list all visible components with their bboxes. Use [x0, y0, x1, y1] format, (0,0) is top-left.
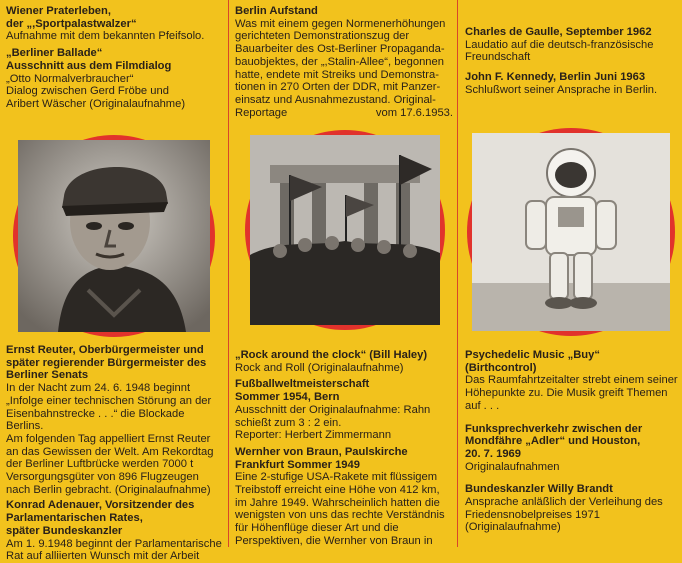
prater-title-2: der „,Sportpalastwalzer“	[6, 17, 137, 30]
rock-title: „Rock around the clock“ (Bill Haley)	[235, 349, 428, 361]
braun-line-1: Eine 2-stufige USA-Rakete mit flüssigem	[235, 471, 438, 484]
psychedelic-block	[465, 349, 678, 534]
degaulle-block	[465, 26, 678, 97]
reuter-line-5: an das Gewissen der Welt. Am Rekordtag	[6, 445, 214, 458]
psychedelic-title-1: Psychedelic Music „Buy“	[465, 349, 600, 361]
column-1	[0, 0, 228, 563]
adenauer-title-2: Parlamentarischen Rates,	[6, 512, 143, 525]
aufstand-last-left: Reportage	[235, 106, 288, 119]
aufstand-line-7: einsatz und Ausnahmezustand. Original-	[235, 93, 436, 106]
braun-line-2: Treibstoff erreicht eine Höhe von 412 km,	[235, 484, 440, 497]
braun-title-2: Frankfurt Sommer 1949	[235, 458, 360, 471]
portrait-photo	[18, 140, 210, 332]
rock-sub: Rock and Roll (Originalaufnahme)	[235, 361, 404, 374]
portrait-circle	[13, 135, 215, 337]
aufstand-last-right: vom 17.6.1953.	[375, 106, 453, 119]
astronaut-circle	[467, 128, 675, 336]
wm-title-1: Fußballweltmeisterschaft	[235, 378, 370, 391]
aufstand-line-6: tionen in 270 Orten der DDR, mit Panzer-	[235, 81, 441, 94]
ballade-title-1: „Berliner Ballade“	[6, 47, 103, 60]
aufstand-title: Berlin Aufstand	[235, 5, 318, 17]
crowd-photo	[250, 135, 440, 325]
reuter-title-3: Berliner Senats	[6, 369, 89, 382]
reuter-line-7: Versorgungsgüter von 896 Flugzeugen	[6, 471, 199, 484]
column-3	[458, 0, 682, 547]
adenauer-title-1: Konrad Adenauer, Vorsitzender des	[6, 499, 195, 512]
aufstand-line-4: bauobjektes, der „,Stalin-Allee“, begonnen	[235, 55, 444, 68]
crowd-circle	[245, 130, 445, 330]
reuter-line-2: „Infolge einer technischen Störung an der	[6, 394, 212, 407]
astronaut-photo	[472, 133, 670, 331]
reuter-line-1: In der Nacht zum 24. 6. 1948 beginnt	[6, 382, 191, 395]
aufstand-last-row	[235, 107, 453, 120]
brandt-line-1: Ansprache anläßlich der Verleihung des	[465, 496, 663, 509]
kennedy-title: John F. Kennedy, Berlin Juni 1963	[465, 71, 646, 84]
psychedelic-title-2: (Birthcontrol)	[465, 361, 537, 374]
adenauer-title-3: später Bundeskanzler	[6, 524, 123, 537]
reuter-title-2: später regierender Bürgermeister des	[6, 356, 207, 369]
braun-line-4: wenigsten von uns das rechte Verständnis	[235, 509, 445, 522]
reuter-line-3: Eisenbahnstrecke . . .“ die Blockade Berlins.	[6, 407, 185, 433]
adenauer-line-1: Am 1. 9.1948 beginnt der Parlamentarische	[6, 537, 222, 550]
ballade-desc-1: „Otto Normalverbraucher“	[6, 72, 134, 85]
aufstand-line-2: gerichteten Demonstrationszug der	[235, 30, 410, 43]
adenauer-line-2: Rat auf alliierten Wunsch mit der Arbeit	[6, 550, 200, 563]
prater-desc: Aufnahme mit dem bekannten Pfeifsolo.	[6, 30, 205, 43]
reuter-line-4: Am folgenden Tag appelliert Ernst Reuter	[6, 432, 211, 445]
kennedy-line: Schlußwort seiner Ansprache in Berlin.	[465, 83, 658, 96]
column-2	[229, 0, 457, 547]
wm-line-3: Reporter: Herbert Zimmermann	[235, 429, 392, 442]
funk-title-2: Mondfähre „Adler“ und Houston,	[465, 435, 641, 448]
brandt-title: Bundeskanzler Willy Brandt	[465, 483, 613, 496]
ballade-desc-3: Aribert Wäscher (Originalaufnahme)	[6, 97, 186, 110]
rock-block	[235, 349, 453, 548]
wm-line-2: schießt zum 3 : 2 ein.	[235, 416, 342, 429]
degaulle-title: Charles de Gaulle, September 1962	[465, 26, 652, 38]
wm-title-2: Sommer 1954, Bern	[235, 391, 340, 404]
reuter-line-6: der Berliner Luftbrücke werden 7000 t	[6, 458, 194, 471]
funk-title-3: 20. 7. 1969	[465, 447, 521, 460]
psychedelic-line-3: auf . . .	[465, 399, 500, 412]
braun-line-3: im Jahre 1949. Wahrscheinlich hatten die	[235, 496, 440, 509]
reuter-block	[6, 344, 224, 563]
aufstand-block	[235, 5, 453, 119]
degaulle-line-1: Laudatio auf die deutsch-französische	[465, 38, 654, 51]
funk-title-1: Funksprechverkehr zwischen der	[465, 422, 643, 435]
prater-title-1: Wiener Praterleben,	[6, 5, 111, 17]
psychedelic-line-1: Das Raumfahrtzeitalter strebt einem seiner	[465, 374, 678, 387]
brandt-line-2: Friedensnobelpreises 1971	[465, 508, 600, 521]
psychedelic-line-2: Höhepunkte zu. Die Musik greift Themen	[465, 387, 668, 400]
aufstand-line-1: Was mit einem gegen Normenerhöhungen	[235, 17, 446, 30]
ballade-title-2: Ausschnitt aus dem Filmdialog	[6, 59, 172, 72]
degaulle-line-2: Freundschaft	[465, 51, 531, 64]
prater-block	[6, 5, 224, 111]
brandt-line-3: (Originalaufnahme)	[465, 521, 561, 534]
wm-line-1: Ausschnitt der Originalaufnahme: Rahn	[235, 403, 431, 416]
braun-line-6: Perspektiven, die Wernher von Braun in	[235, 534, 433, 547]
braun-title-1: Wernher von Braun, Paulskirche	[235, 445, 408, 458]
reuter-title-1: Ernst Reuter, Oberbürgermeister und	[6, 344, 204, 356]
aufstand-line-3: Bauarbeiter des Ost-Berliner Propaganda-	[235, 43, 445, 56]
reuter-line-8: nach Berlin gebracht. (Originalaufnahme)	[6, 483, 211, 496]
funk-line: Originalaufnahmen	[465, 460, 560, 473]
ballade-desc-2: Dialog zwischen Gerd Fröbe und	[6, 85, 169, 98]
braun-line-5: für Höhenflüge dieser Art und die	[235, 522, 399, 535]
aufstand-line-5: hatte, endete mit Streiks und Demonstra-	[235, 68, 439, 81]
